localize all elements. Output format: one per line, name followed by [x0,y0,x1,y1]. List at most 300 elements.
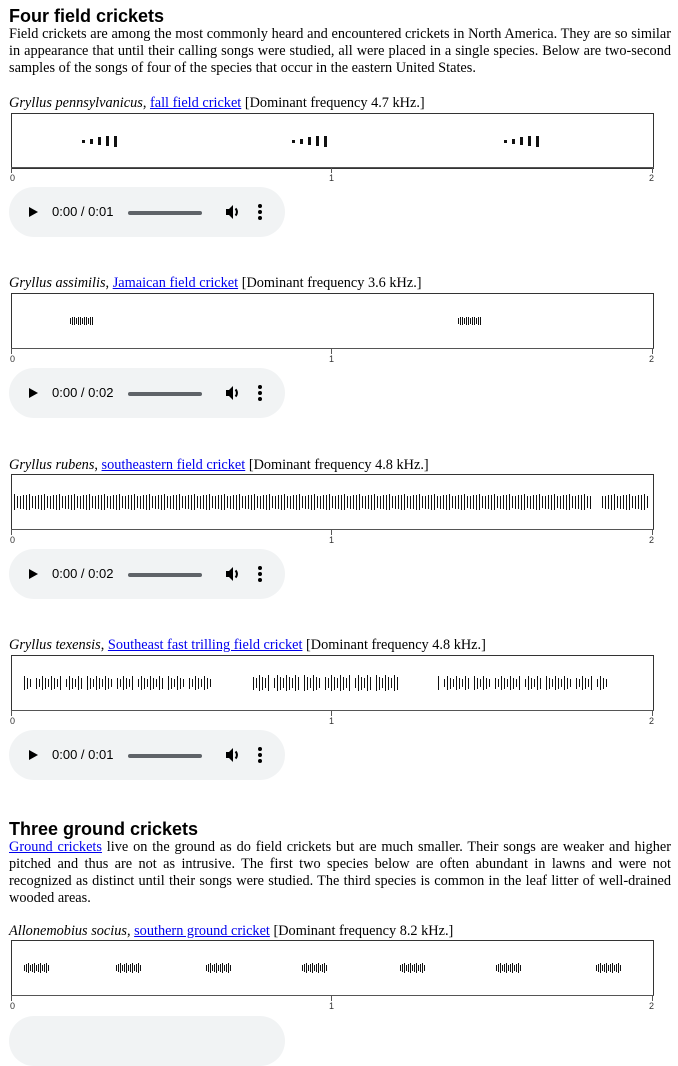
waveform-pulse [153,678,154,689]
waveform-pulse [528,676,529,690]
waveform-pulse [283,678,284,688]
waveform-pulse [461,495,462,510]
waveform-pulse [300,139,303,144]
waveform-pulse [506,963,507,973]
waveform-pulse [576,678,577,689]
play-icon[interactable] [29,750,38,760]
waveform-pulse [604,964,605,972]
waveform-pulse [82,140,85,143]
waveform-pulse [168,676,169,690]
waveform-pulse [90,317,91,325]
waveform-pulse [290,496,291,509]
waveform-pulse [472,317,473,325]
waveform-pulse [318,963,319,973]
waveform-pulse [367,675,368,691]
waveform-pulse [335,496,336,509]
waveform-pulse [398,495,399,509]
waveform-pulse [549,678,550,689]
more-options-icon[interactable] [255,564,265,584]
waveform-pulse [191,495,192,510]
waveform-pulse [78,317,79,325]
waveform-pulse [34,963,35,973]
waveform-pulse [114,136,117,147]
frequency-text: [Dominant frequency 4.8 kHz.] [306,637,486,653]
waveform-pulse [519,676,520,690]
waveform-pulse [128,965,129,971]
scientific-name: Gryllus pennsylvanicus [9,95,143,111]
waveform-pulse [635,496,636,509]
waveform-pulse [536,136,539,147]
waveform-pulse [368,495,369,509]
waveform-pulse [17,496,18,508]
common-name-link[interactable]: southern ground cricket [134,923,270,939]
waveform-pulse [606,963,607,973]
waveform-pulse [210,679,211,687]
waveform-pulse [54,678,55,689]
waveform-pulse [227,496,228,508]
waveform-pulse [557,496,558,508]
waveform-pulse [84,317,85,325]
waveform-pulse [326,495,327,510]
waveform-pulse [353,495,354,509]
waveform-pulse [152,496,153,508]
waveform-pulse [14,494,15,510]
waveform-pulse [501,676,502,690]
waveform-pulse [195,676,196,690]
waveform-pulse [104,494,105,510]
waveform-pulse [380,496,381,509]
waveform-pulse [452,496,453,508]
waveform-pulse [183,679,184,687]
waveform-pulse [274,678,275,688]
waveform-pulse [324,963,325,973]
frequency-text: [Dominant frequency 3.6 kHz.] [241,275,422,291]
waveform-pulse [518,963,519,973]
waveform-pulse [605,496,606,509]
waveform-pulse [383,495,384,509]
oscillogram [11,474,654,530]
waveform-pulse [331,675,332,691]
common-name-link[interactable]: fall field cricket [149,95,242,111]
waveform-pulse [268,675,269,691]
waveform-pulse [600,676,601,690]
waveform-pulse [534,679,535,687]
progress-slider[interactable] [128,211,202,215]
waveform-pulse [167,496,168,508]
scientific-name: Gryllus rubens [9,457,95,473]
waveform-pulse [498,679,499,687]
waveform-pulse [364,678,365,688]
waveform-pulse [527,496,528,508]
time-display: 0:00 / 0:02 [52,385,114,400]
waveform-pulse [189,678,190,689]
waveform-pulse [425,496,426,509]
audio-player [9,730,285,780]
waveform-pulse [340,675,341,691]
waveform-pulse [614,494,615,510]
waveform-pulse [582,676,583,690]
waveform-pulse [323,495,324,509]
waveform-pulse [280,677,281,690]
progress-slider[interactable] [128,573,202,577]
volume-icon[interactable] [223,564,243,584]
waveform-pulse [406,965,407,971]
waveform-pulse [466,317,467,325]
waveform-pulse [75,679,76,687]
waveform-pulse [561,679,562,687]
volume-icon[interactable] [223,383,243,403]
frequency-text: [Dominant frequency 4.8 kHz.] [248,457,429,473]
waveform-pulse [171,678,172,689]
waveform-pulse [74,317,75,325]
axis-label: 0 [10,535,16,545]
waveform-pulse [525,679,526,687]
more-options-icon[interactable] [255,202,265,222]
waveform-pulse [245,496,246,509]
waveform-pulse [57,679,58,687]
time-axis [11,167,654,185]
waveform-pulse [602,496,603,508]
waveform-pulse [119,494,120,510]
waveform-pulse [316,136,319,146]
time-display: 0:00 / 0:01 [52,204,114,219]
caption-gryllus-rubens: Gryllus rubens, southeastern field cricket [Dominant frequency 4.8 kHz.] [9,457,429,473]
waveform-pulse [128,495,129,509]
waveform-pulse [560,496,561,509]
waveform-pulse [111,679,112,687]
waveform-pulse [137,496,138,508]
time-display: 0:00 / 0:01 [52,747,114,762]
waveform-pulse [90,139,93,144]
waveform-pulse [278,495,279,509]
waveform-pulse [74,494,75,510]
waveform-pulse [40,963,41,973]
waveform-pulse [320,496,321,509]
ground-crickets-link[interactable]: Ground crickets [9,839,102,855]
frequency-text: [Dominant frequency 8.2 kHz.] [273,923,454,939]
waveform-pulse [259,675,260,691]
waveform-pulse [329,494,330,510]
waveform-pulse [101,495,102,510]
waveform-pulse [456,676,457,690]
waveform-pulse [362,496,363,508]
waveform-pulse [138,679,139,687]
waveform-pulse [286,675,287,691]
waveform-pulse [563,495,564,509]
axis-label: 0 [10,1001,16,1011]
waveform-pulse [256,678,257,688]
waveform-pulse [482,496,483,508]
waveform-pulse [531,678,532,689]
waveform-pulse [446,495,447,510]
waveform-pulse [504,140,507,143]
waveform-pulse [518,495,519,509]
waveform-pulse [117,678,118,689]
waveform-pulse [546,676,547,690]
waveform-pulse [218,495,219,509]
waveform-pulse [230,496,231,509]
waveform-pulse [596,965,597,971]
waveform-pulse [162,678,163,689]
waveform-pulse [572,496,573,508]
waveform-pulse [126,678,127,689]
play-icon[interactable] [29,388,38,398]
progress-slider[interactable] [128,392,202,396]
waveform-pulse [338,495,339,509]
waveform-pulse [316,677,317,690]
waveform-pulse [36,678,37,689]
play-icon[interactable] [29,207,38,217]
section-title-field-crickets: Four field crickets [9,6,165,26]
waveform-pulse [513,678,514,689]
waveform-pulse [400,965,401,971]
time-axis [11,529,654,547]
waveform-pulse [141,676,142,690]
waveform-pulse [422,496,423,508]
waveform-pulse [311,495,312,510]
waveform-pulse [610,964,611,972]
waveform-pulse [150,676,151,690]
waveform-pulse [516,964,517,972]
waveform-pulse [20,496,21,509]
waveform-pulse [295,675,296,691]
waveform-pulse [590,496,591,509]
waveform-pulse [497,496,498,508]
waveform-pulse [263,495,264,509]
waveform-pulse [581,495,582,510]
waveform-pulse [370,677,371,690]
waveform-pulse [308,137,311,145]
volume-icon[interactable] [223,202,243,222]
waveform-pulse [407,496,408,508]
waveform-pulse [66,679,67,687]
waveform-pulse [140,965,141,971]
waveform-pulse [341,495,342,510]
waveform-pulse [386,495,387,510]
waveform-pulse [24,676,25,690]
waveform-pulse [164,494,165,510]
waveform-pulse [182,496,183,508]
waveform-pulse [382,678,383,688]
waveform-pulse [612,963,613,973]
waveform-pulse [124,964,125,972]
waveform-pulse [585,678,586,689]
waveform-pulse [587,496,588,508]
waveform-pulse [567,678,568,689]
more-options-icon[interactable] [255,745,265,765]
waveform-pulse [419,494,420,510]
time-display: 0:00 / 0:02 [52,566,114,581]
waveform-pulse [462,679,463,687]
waveform-pulse [438,676,439,690]
waveform-pulse [92,317,93,325]
waveform-pulse [207,678,208,689]
waveform-pulse [116,495,117,510]
waveform-pulse [254,494,255,510]
waveform-pulse [93,679,94,687]
waveform-pulse [77,496,78,508]
play-icon[interactable] [29,569,38,579]
waveform-pulse [361,677,362,690]
waveform-pulse [26,495,27,510]
waveform-pulse [158,495,159,509]
waveform-pulse [632,496,633,508]
waveform-pulse [414,964,415,972]
caption-gryllus-pennsylvanicus: Gryllus pennsylvanicus, fall field cricket [Dominant frequency 4.7 kHz.] [9,95,425,111]
waveform-pulse [371,495,372,510]
axis-label: 2 [649,354,655,364]
waveform-pulse [132,676,133,690]
waveform-pulse [462,317,463,325]
waveform-pulse [397,677,398,690]
waveform-pulse [600,963,601,973]
waveform-pulse [194,494,195,510]
waveform-pulse [510,676,511,690]
waveform-pulse [60,676,61,690]
waveform-pulse [413,495,414,509]
waveform-pulse [483,676,484,690]
waveform-pulse [474,317,475,325]
waveform-pulse [129,679,130,687]
waveform-pulse [161,495,162,510]
waveform-pulse [116,965,117,971]
waveform-pulse [611,495,612,510]
waveform-pulse [173,495,174,509]
waveform-pulse [188,495,189,509]
waveform-pulse [98,495,99,509]
waveform-pulse [113,495,114,509]
waveform-pulse [392,496,393,508]
time-axis [11,710,654,728]
waveform-pulse [598,964,599,972]
frequency-text: [Dominant frequency 4.7 kHz.] [244,95,425,111]
waveform-pulse [304,964,305,972]
waveform-pulse [122,496,123,508]
waveform-pulse [575,496,576,509]
waveform-pulse [467,496,468,508]
waveform-pulse [138,963,139,973]
waveform-pulse [228,963,229,973]
waveform-pulse [170,496,171,509]
waveform-pulse [251,495,252,510]
waveform-pulse [449,494,450,510]
waveform-pulse [644,494,645,510]
common-name-link[interactable]: Jamaican field cricket [112,275,239,291]
waveform-pulse [149,494,150,510]
waveform-pulse [206,495,207,510]
waveform-pulse [307,677,308,690]
waveform-pulse [638,495,639,509]
waveform-pulse [498,964,499,972]
waveform-pulse [608,495,609,509]
waveform-pulse [350,496,351,509]
waveform-pulse [365,496,366,509]
waveform-pulse [358,675,359,691]
waveform-pulse [618,963,619,973]
waveform-pulse [641,495,642,510]
waveform-pulse [402,964,403,972]
waveform-pulse [32,964,33,972]
waveform-pulse [48,965,49,971]
waveform-pulse [324,136,327,147]
waveform-pulse [540,678,541,689]
waveform-pulse [564,676,565,690]
waveform-pulse [24,965,25,971]
waveform-pulse [617,496,618,508]
waveform-pulse [221,495,222,510]
oscillogram [11,655,654,711]
waveform-pulse [44,494,45,510]
waveform-pulse [65,496,66,509]
waveform-pulse [332,496,333,508]
waveform-pulse [515,496,516,509]
waveform-pulse [216,963,217,973]
waveform-pulse [308,495,309,509]
waveform-pulse [408,964,409,972]
waveform-pulse [512,139,515,144]
waveform-pulse [453,679,454,687]
waveform-pulse [281,495,282,510]
waveform-pulse [623,495,624,509]
waveform-pulse [496,965,497,971]
waveform-pulse [356,495,357,510]
oscillogram [11,113,654,169]
waveform-pulse [416,963,417,973]
waveform-pulse [118,964,119,972]
waveform-pulse [379,677,380,690]
waveform-pulse [555,676,556,690]
waveform-pulse [443,495,444,509]
waveform-pulse [533,495,534,509]
waveform-pulse [299,494,300,510]
waveform-pulse [542,496,543,508]
waveform-pulse [122,965,123,971]
waveform-pulse [126,963,127,973]
waveform-pulse [626,495,627,510]
waveform-pulse [401,495,402,510]
scientific-name: Allonemobius socius [9,923,127,939]
waveform-pulse [616,964,617,972]
volume-icon[interactable] [223,745,243,765]
waveform-pulse [36,965,37,971]
waveform-pulse [70,318,71,324]
waveform-pulse [346,678,347,688]
waveform-pulse [485,496,486,509]
progress-slider[interactable] [128,754,202,758]
waveform-pulse [306,963,307,973]
oscillogram [11,293,654,349]
common-name-link[interactable]: Southeast fast trilling field cricket [107,637,303,653]
waveform-pulse [510,964,511,972]
waveform-pulse [210,963,211,973]
common-name-link[interactable]: southeastern field cricket [101,457,246,473]
waveform-pulse [120,679,121,687]
more-options-icon[interactable] [255,383,265,403]
waveform-pulse [120,963,121,973]
waveform-pulse [473,495,474,509]
waveform-pulse [412,965,413,971]
waveform-pulse [292,678,293,688]
waveform-pulse [95,496,96,509]
waveform-pulse [197,496,198,508]
axis-label: 1 [329,173,335,183]
waveform-pulse [310,678,311,688]
waveform-pulse [80,496,81,509]
waveform-pulse [28,963,29,973]
waveform-pulse [502,965,503,971]
waveform-pulse [334,677,335,690]
waveform-pulse [86,495,87,510]
